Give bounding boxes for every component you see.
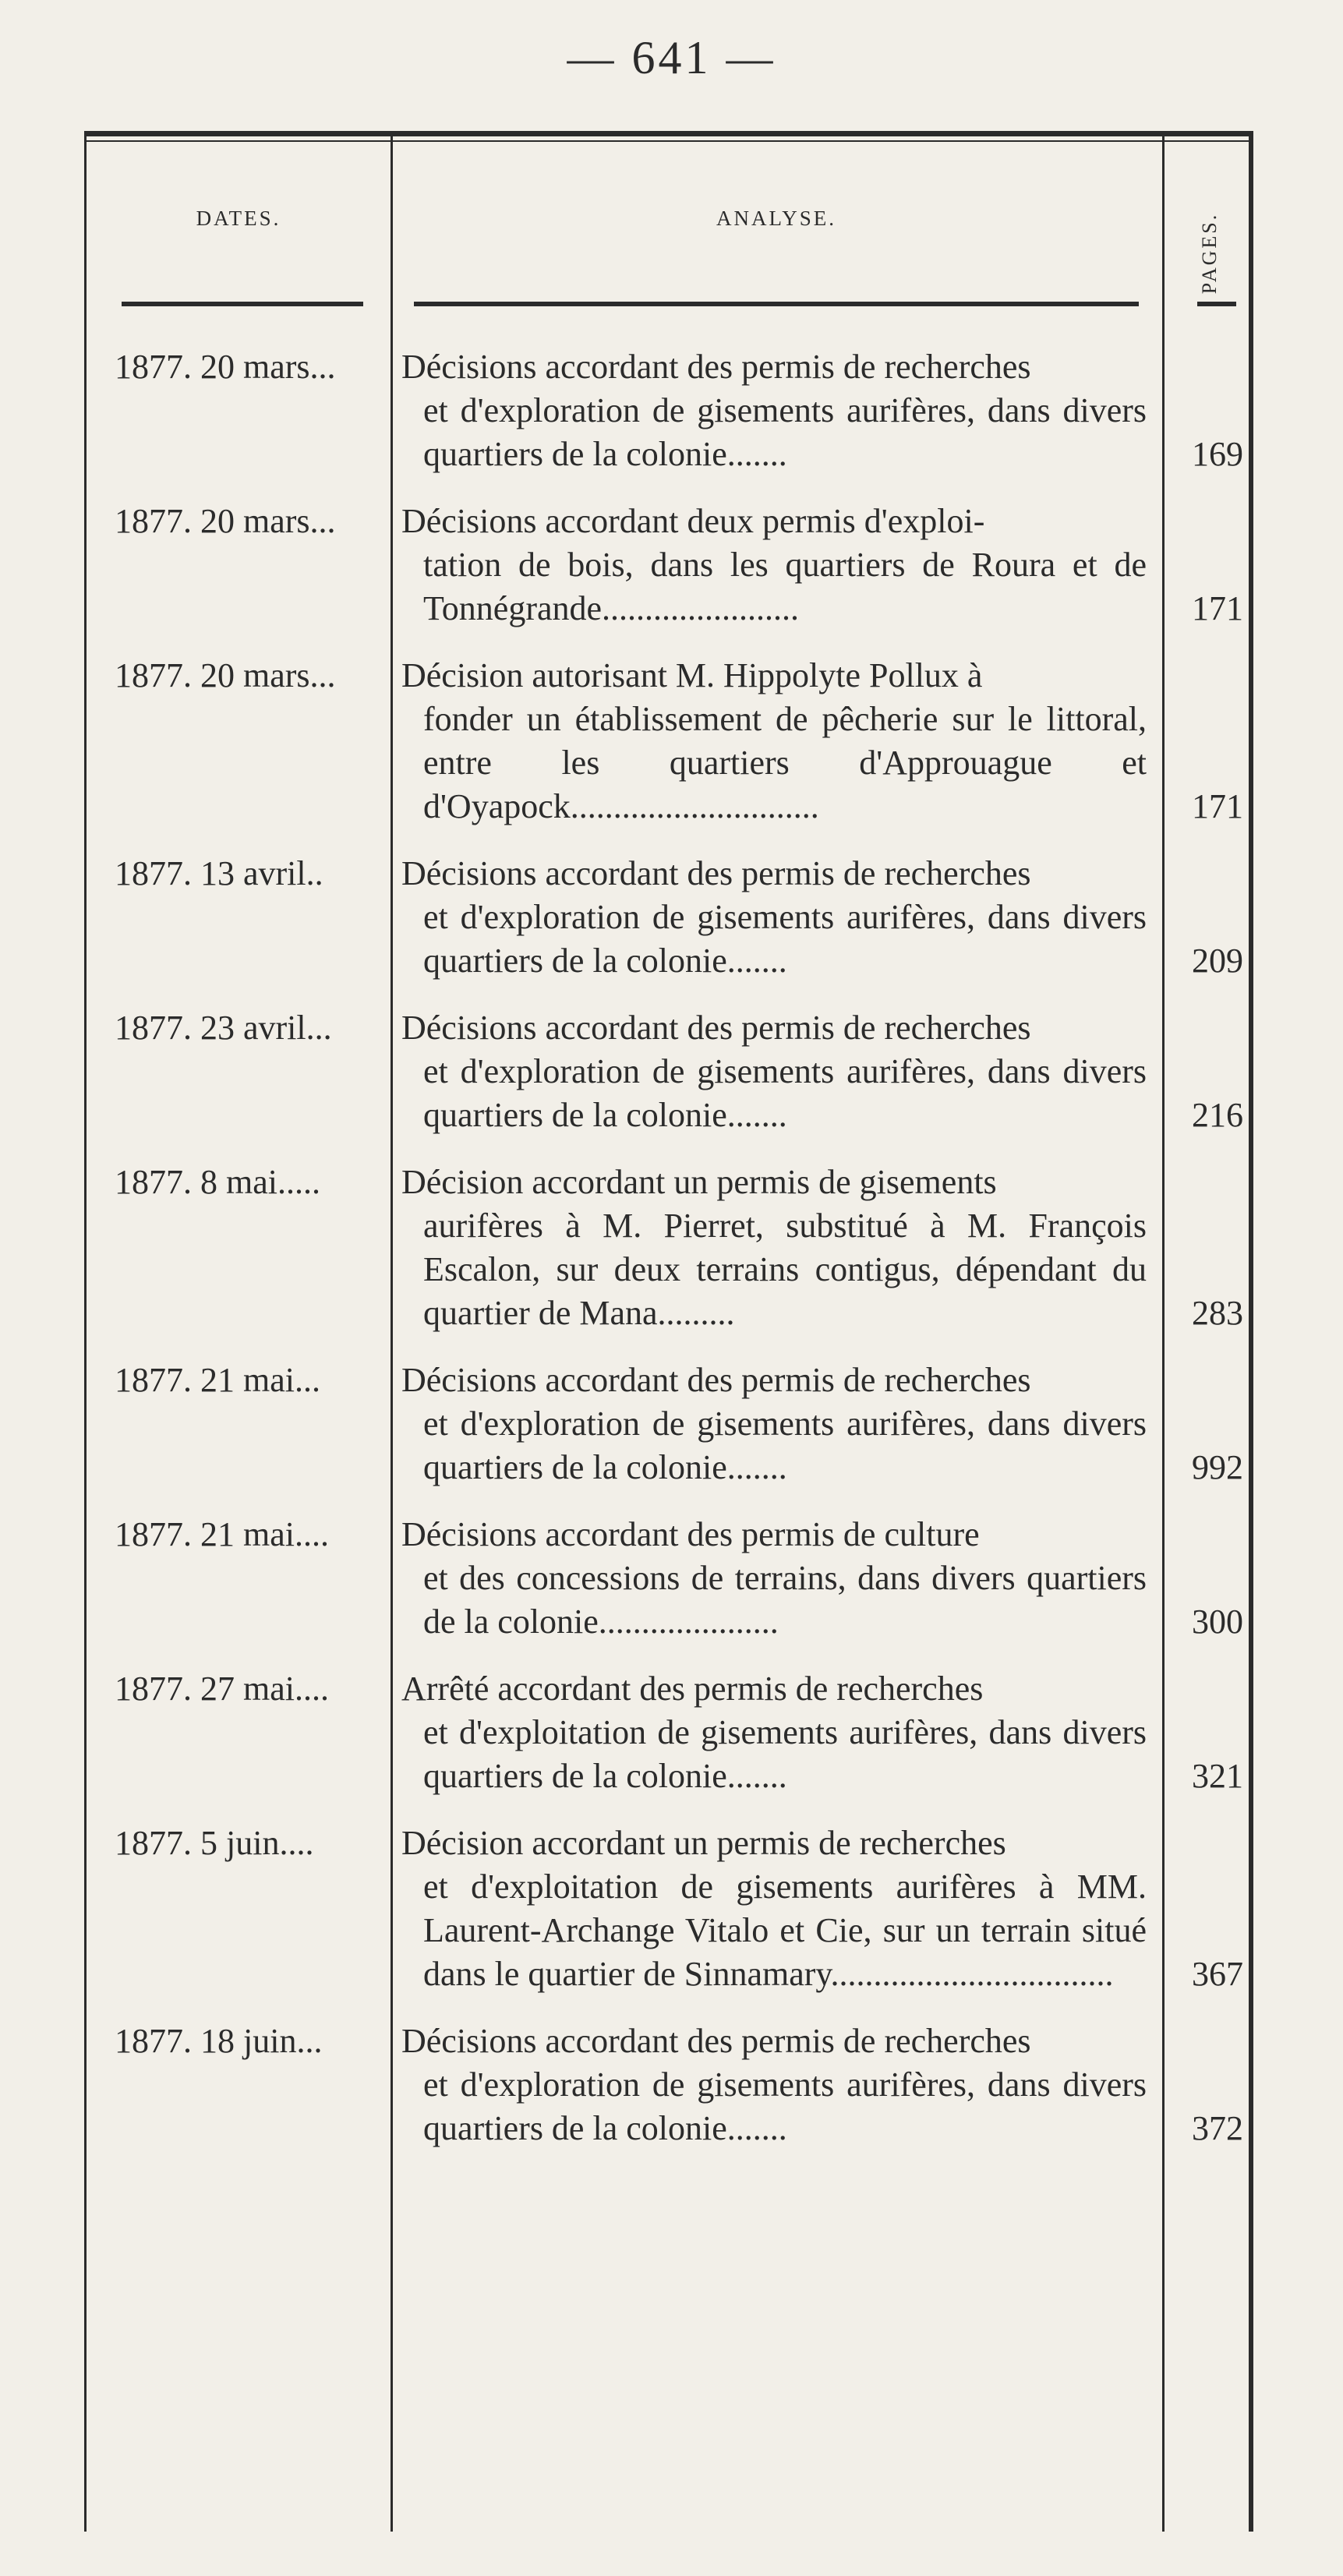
entry-date: 1877. 23 avril... [115, 1009, 332, 1047]
entry-row [87, 654, 1256, 829]
header-pages [1164, 160, 1256, 347]
entry-page: 169 [1192, 435, 1243, 473]
entry-analyse-continuation: fonder un établissement de pêcherie sur le littoral, entre les quartiers d'Approuague et d'Oyapock............................. [423, 700, 1147, 825]
entry-analyse-continuation: aurifères à M. Pierret, substitué à M. François Escalon, sur deux terrains contigus, dépendant du quartier de Mana......... [423, 1207, 1147, 1332]
entry-analyse-continuation: et d'exploration de gisements aurifères, dans divers quartiers de la colonie....... [423, 2065, 1147, 2147]
entry-analyse-first-line: Décisions accordant des permis de recherches [401, 1361, 1031, 1399]
entry-analyse [391, 654, 1162, 829]
entry-page: 321 [1192, 1757, 1243, 1795]
entry-date: 1877. 20 mars... [115, 348, 336, 386]
entry-analyse-first-line: Décision accordant un permis de gisements [401, 1163, 997, 1201]
entry-analyse-continuation: et d'exploration de gisements aurifères, dans divers quartiers de la colonie....... [423, 1405, 1147, 1486]
entry-analyse [391, 1161, 1162, 1335]
entry-date: 1877. 18 juin... [115, 2022, 323, 2060]
entry-row [87, 1359, 1256, 1489]
entry-page: 216 [1192, 1096, 1243, 1134]
entry-date: 1877. 21 mai... [115, 1361, 320, 1399]
header-rule-dates [122, 302, 363, 306]
entry-analyse [391, 1667, 1162, 1798]
header-pages-label: PAGES. [1198, 212, 1221, 295]
entry-analyse [391, 1822, 1162, 1996]
entry-analyse [391, 1006, 1162, 1137]
entry-analyse-first-line: Décisions accordant des permis de recherches [401, 2022, 1031, 2060]
entry-analyse [391, 852, 1162, 983]
entry-analyse [391, 500, 1162, 631]
entry-analyse-first-line: Décisions accordant des permis de recherches [401, 348, 1031, 386]
entry-analyse [391, 345, 1162, 476]
entry-row [87, 1161, 1256, 1335]
entry-page: 300 [1192, 1602, 1243, 1641]
entry-row [87, 1513, 1256, 1644]
entry-page: 171 [1192, 787, 1243, 825]
entry-row [87, 2019, 1256, 2150]
entry-analyse-continuation: et d'exploitation de gisements aurifères, dans divers quartiers de la colonie....... [423, 1713, 1147, 1795]
entry-page: 283 [1192, 1294, 1243, 1332]
entry-analyse-first-line: Décision accordant un permis de recherches [401, 1824, 1006, 1862]
header-analyse: ANALYSE. [716, 207, 837, 230]
entry-row [87, 1822, 1256, 1996]
entry-date: 1877. 20 mars... [115, 502, 336, 540]
entry-analyse-continuation: et d'exploration de gisements aurifères, dans divers quartiers de la colonie....... [423, 391, 1147, 473]
entry-page: 367 [1192, 1955, 1243, 1993]
entry-analyse-continuation: tation de bois, dans les quartiers de Roura et de Tonnégrande....................... [423, 546, 1147, 627]
page-number: — 641 — [567, 32, 776, 83]
index-table [84, 131, 1253, 2532]
header-rule-analyse [414, 302, 1139, 306]
entry-page: 372 [1192, 2109, 1243, 2147]
entry-date: 1877. 27 mai.... [115, 1670, 329, 1708]
header-rule-pages [1197, 302, 1236, 306]
entry-analyse [391, 1359, 1162, 1489]
entry-analyse-continuation: et des concessions de terrains, dans divers quartiers de la colonie..................... [423, 1559, 1147, 1641]
header-dates: DATES. [196, 207, 281, 230]
entry-analyse-continuation: et d'exploration de gisements aurifères, dans divers quartiers de la colonie....... [423, 898, 1147, 980]
entry-analyse [391, 2019, 1162, 2150]
entry-analyse-first-line: Décision autorisant M. Hippolyte Pollux à [401, 656, 983, 694]
entry-analyse [391, 1513, 1162, 1644]
entry-row [87, 852, 1256, 983]
entry-analyse-first-line: Arrêté accordant des permis de recherches [401, 1670, 984, 1708]
entry-analyse-first-line: Décisions accordant des permis de recherches [401, 854, 1031, 892]
entry-date: 1877. 20 mars... [115, 656, 336, 694]
entry-list [87, 345, 1256, 2150]
entry-page: 209 [1192, 942, 1243, 980]
entry-page: 992 [1192, 1448, 1243, 1486]
entry-date: 1877. 13 avril.. [115, 854, 323, 892]
entry-date: 1877. 5 juin.... [115, 1824, 314, 1862]
entry-page: 171 [1192, 589, 1243, 627]
entry-analyse-continuation: et d'exploration de gisements aurifères, dans divers quartiers de la colonie....... [423, 1052, 1147, 1134]
entry-row [87, 1006, 1256, 1137]
entry-analyse-first-line: Décisions accordant des permis de recherches [401, 1009, 1031, 1047]
entry-analyse-first-line: Décisions accordant deux permis d'exploi- [401, 502, 985, 540]
entry-date: 1877. 8 mai..... [115, 1163, 320, 1201]
entry-analyse-first-line: Décisions accordant des permis de culture [401, 1515, 980, 1553]
entry-date: 1877. 21 mai.... [115, 1515, 329, 1553]
entry-row [87, 345, 1256, 476]
entry-row [87, 1667, 1256, 1798]
entry-analyse-continuation: et d'exploitation de gisements aurifères à MM. Laurent-Archange Vitalo et Cie, sur un terrain situé dans le quartier de Sinnamary................................. [423, 1868, 1147, 1993]
entry-row [87, 500, 1256, 631]
